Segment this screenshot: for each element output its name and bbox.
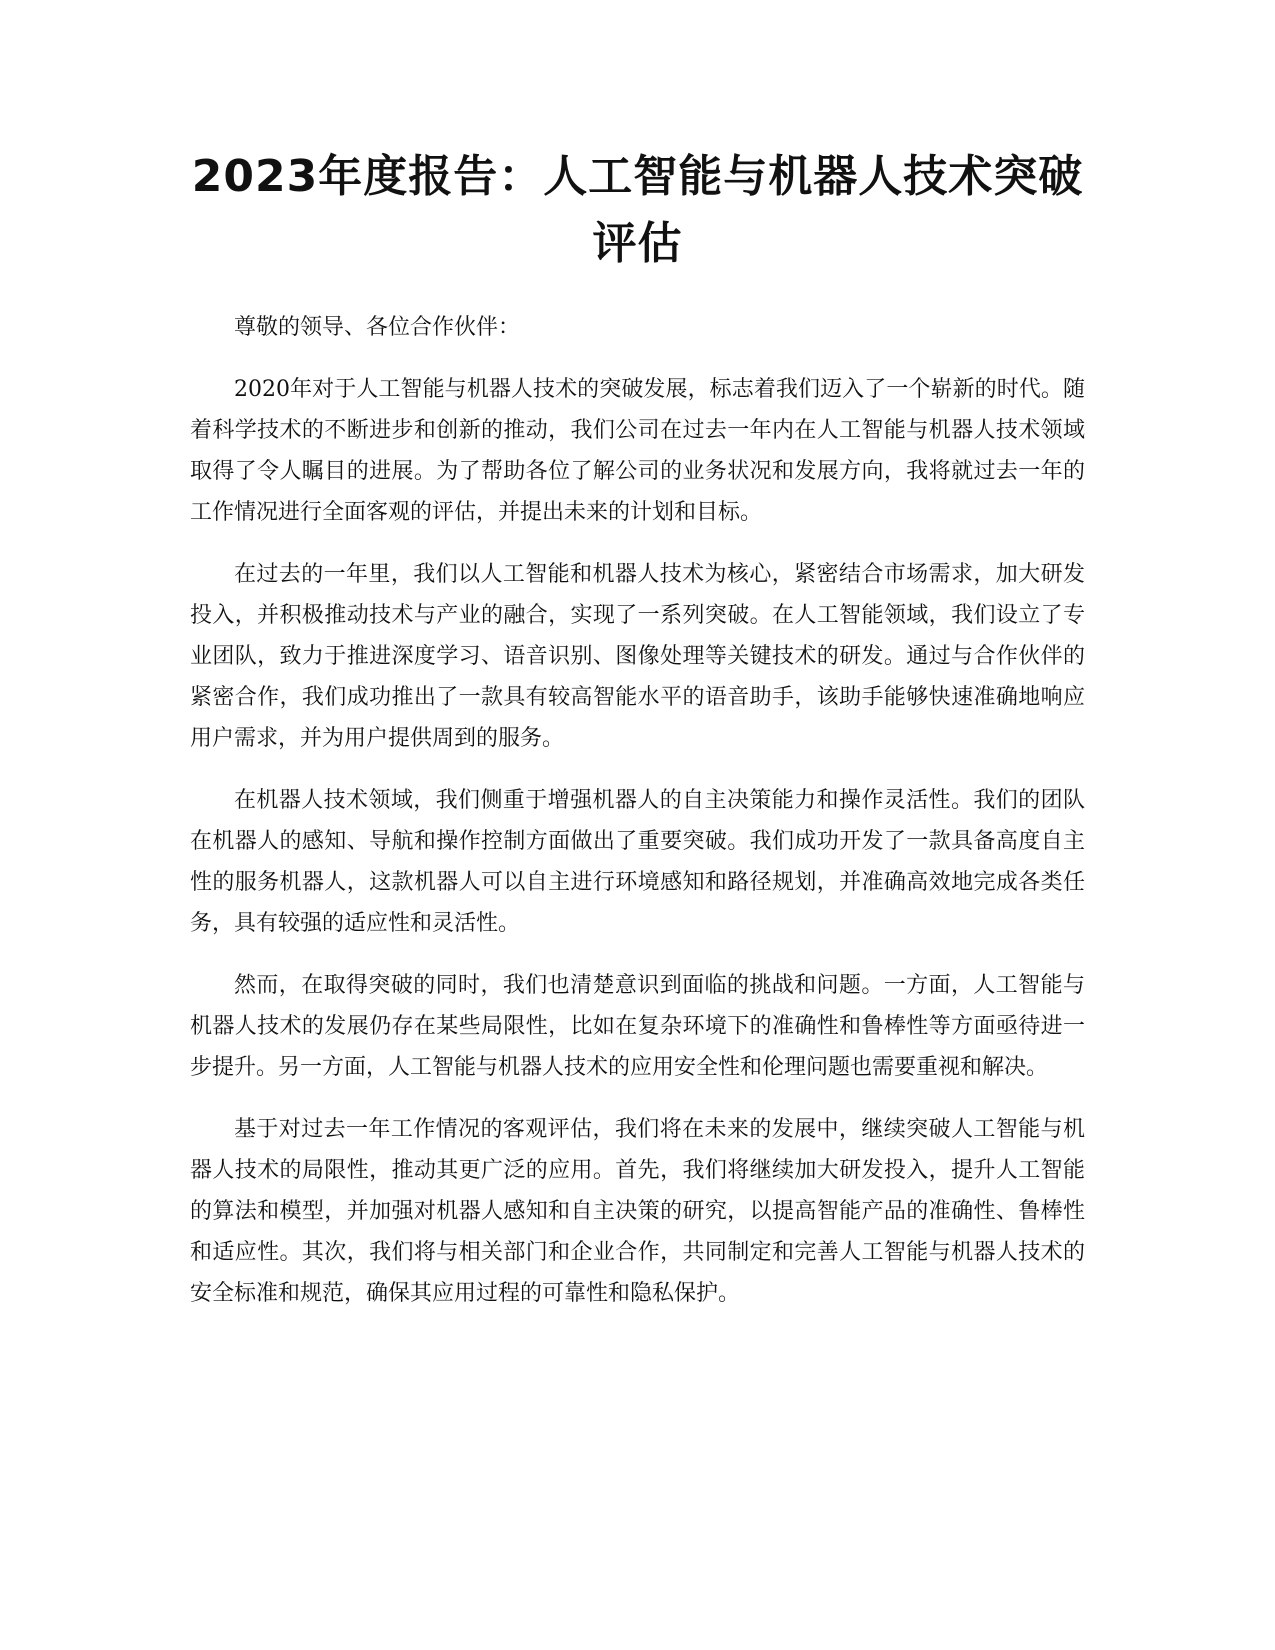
- document-body: [190, 307, 1085, 1314]
- document-title-line-2: 评估: [592, 218, 683, 269]
- document-title-line-1: 2023年度报告：人工智能与机器人技术突破: [191, 151, 1084, 202]
- paragraph-robotics-progress: 在机器人技术领域，我们侧重于增强机器人的自主决策能力和操作灵活性。我们的团队在机器人的感知、导航和操作控制方面做出了重要突破。我们成功开发了一款具备高度自主性的服务机器人，这款机器人可以自主进行环境感知和路径规划，并准确高效地完成各类任务，具有较强的适应性和灵活性。: [190, 788, 1085, 936]
- salutation: 尊敬的领导、各位合作伙伴：: [234, 315, 521, 340]
- document-title: [190, 143, 1085, 277]
- paragraph-future-plans: 基于对过去一年工作情况的客观评估，我们将在未来的发展中，继续突破人工智能与机器人技术的局限性，推动其更广泛的应用。首先，我们将继续加大研发投入，提升人工智能的算法和模型，并加强对机器人感知和自主决策的研究，以提高智能产品的准确性、鲁棒性和适应性。其次，我们将与相关部门和企业合作，共同制定和完善人工智能与机器人技术的安全标准和规范，确保其应用过程的可靠性和隐私保护。: [190, 1117, 1085, 1306]
- paragraph-ai-progress: 在过去的一年里，我们以人工智能和机器人技术为核心，紧密结合市场需求，加大研发投入，并积极推动技术与产业的融合，实现了一系列突破。在人工智能领域，我们设立了专业团队，致力于推进深度学习、语音识别、图像处理等关键技术的研发。通过与合作伙伴的紧密合作，我们成功推出了一款具有较高智能水平的语音助手，该助手能够快速准确地响应用户需求，并为用户提供周到的服务。: [190, 562, 1085, 751]
- paragraph-challenges: 然而，在取得突破的同时，我们也清楚意识到面临的挑战和问题。一方面，人工智能与机器人技术的发展仍存在某些局限性，比如在复杂环境下的准确性和鲁棒性等方面亟待进一步提升。另一方面，人工智能与机器人技术的应用安全性和伦理问题也需要重视和解决。: [190, 973, 1085, 1080]
- paragraph-intro: 2020年对于人工智能与机器人技术的突破发展，标志着我们迈入了一个崭新的时代。随着科学技术的不断进步和创新的推动，我们公司在过去一年内在人工智能与机器人技术领域取得了令人瞩目的进展。为了帮助各位了解公司的业务状况和发展方向，我将就过去一年的工作情况进行全面客观的评估，并提出未来的计划和目标。: [190, 377, 1085, 525]
